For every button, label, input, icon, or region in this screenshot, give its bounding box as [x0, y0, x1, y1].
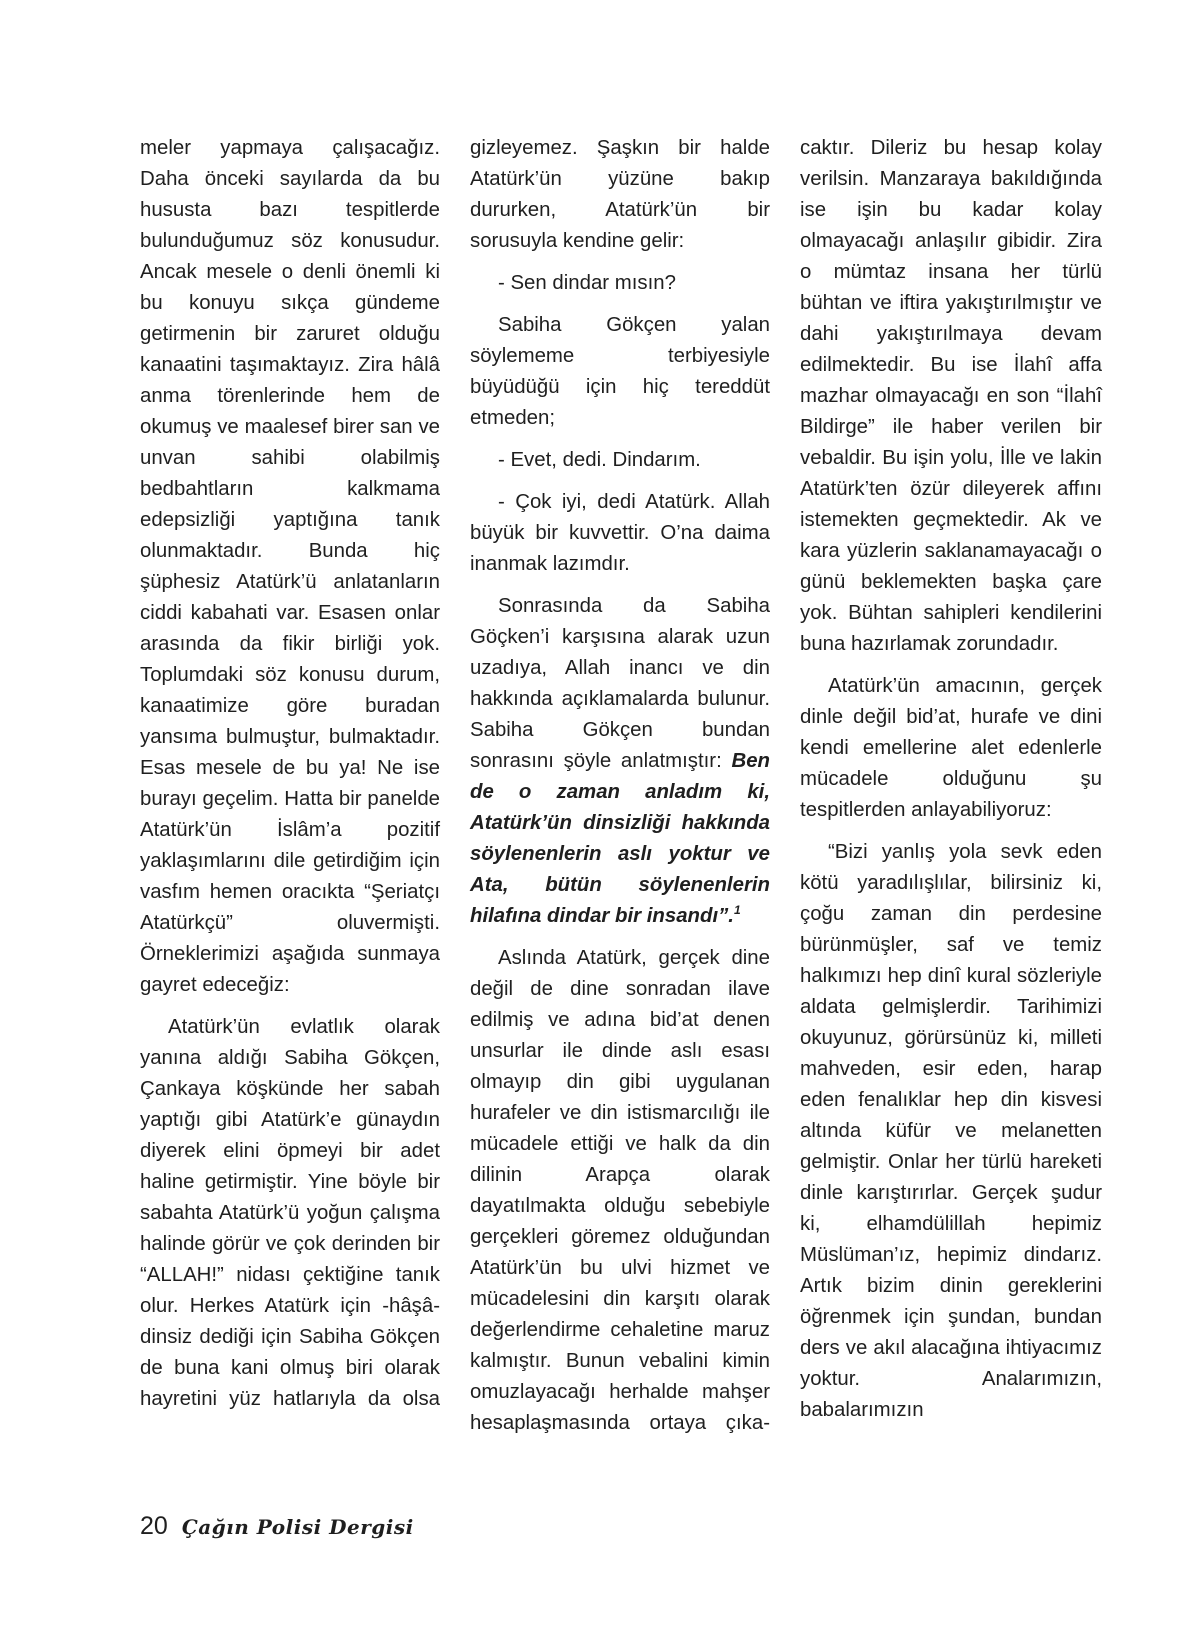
paragraph: gizleyemez. Şaşkın bir halde Atatürk’ün yüzüne bakıp dururken, Atatürk’ün bir sorusuyla kendine gelir: — [470, 137, 770, 252]
text-column-2 — [470, 133, 770, 1450]
magazine-title: Çağın Polisi Dergisi — [181, 1515, 414, 1539]
paragraph: “Bizi yanlış yola sevk eden kötü yaradılışlılar, bilirsiniz ki, çoğu zaman din perdesine bürünmüşler, saf ve temiz halkımızı hep dinî kural sözleriyle aldata gelmişlerdir. Tarihimizi okuyunuz, görürsünüz ki, milleti mahveden, esir eden, harap eden fenalıklar hep din kisvesi altında küfür ve melanetten gelmiştir. Onlar her türlü hareketi dinle karıştırırlar. Gerçek şudur ki, elhamdülillah hepimiz Müslüman’ız, hepimiz dindarız. Artık bizim dinin gereklerini öğrenmek için şundan, bundan ders ve akıl alacağına ihtiyacımız yoktur. Analarımızın, babalarımızın — [800, 841, 1102, 1421]
quote-emphasis: Ben de o zaman anladım ki, Atatürk’ün dinsizliği hakkında söylenenlerin aslı yoktur ve Ata, bütün söylenenlerin hilafına dindar bir insandı”. — [470, 750, 770, 927]
paragraph: caktır. Dileriz bu hesap kolay verilsin. Manzaraya bakıldığında ise işin bu kadar kolay olmayacağı anlaşılır gibidir. Zira o mümtaz insana her türlü bühtan ve iftira yakıştırılmıştır ve dahi yakıştırılmaya devam edilmektedir. Bu ise İlahî affa mazhar olmayacağı en son “İlahî Bildirge” ile haber verilen bir vebaldir. Bu işin yolu, İlle ve lakin Atatürk’ten özür dileyerek affını istemekten geçmektedir. Ak ve kara yüzlerin saklanamayacağı o günü beklemekten başka çare yok. Bühtan sahipleri kendilerini buna hazırlamak zorundadır. — [800, 137, 1102, 655]
page-footer — [140, 1512, 414, 1541]
text-column-3 — [800, 133, 1102, 1437]
dialogue-line: - Evet, dedi. Dindarım. — [498, 449, 701, 471]
paragraph: Aslında Atatürk, gerçek dine değil de dine sonradan ilave edilmiş ve adına bid’at denen unsurlar ile dinde aslı esası olmayıp din gibi uygulanan hurafeler ve din istismarcılığı ile mücadele ettiği ve halk da din dilinin Arapça olarak dayatılmakta olduğu sebebiyle gerçekleri göremez olduğundan Atatürk’ün bu ulvi hizmet ve mücadelesini din karşıtı olarak değerlendirme cehaletine maruz kalmıştır. Bunun vebalini kimin omuzlayacağı herhalde mahşer hesaplaşmasında ortaya çıka- — [470, 947, 770, 1434]
footnote-ref: 1 — [733, 903, 741, 918]
paragraph-text: Sonrasında da Sabiha Göçken’i karşısına alarak uzun uzadıya, Allah inancı ve din hakkında açıklamalarda bulunur. Sabiha Gökçen bundan sonrasını şöyle anlatmıştır: — [470, 595, 770, 772]
dialogue-line: - Sen dindar mısın? — [498, 272, 676, 294]
paragraph: Sabiha Gökçen yalan söylememe terbiyesiyle büyüdüğü için hiç tereddüt etmeden; — [470, 314, 770, 429]
text-column-1 — [140, 133, 440, 1426]
page-number: 20 — [140, 1512, 168, 1540]
dialogue-line: - Çok iyi, dedi Atatürk. Allah büyük bir kuvvettir. O’na daima inanmak lazımdır. — [470, 491, 770, 575]
paragraph: meler yapmaya çalışacağız. Daha önceki sayılarda da bu hususta bazı tespitlerde bulunduğumuz söz konusudur. Ancak mesele o denli önemli ki bu konuyu sıkça gündeme getirmenin bir zaruret olduğu kanaatini taşımaktayız. Zira hâlâ anma törenlerinde hem de okumuş ve maalesef birer san ve unvan sahibi olabilmiş bedbahtların kalkmama edepsizliği yaptığına tanık olunmaktadır. Bunda hiç şüphesiz Atatürk’ü anlatanların ciddi kabahati var. Esasen onlar arasında da fikir birliği yok. Toplumdaki söz konusu durum, kanaatimize göre buradan yansıma bulmuştur, bulmaktadır. Esas mesele de bu ya! Ne ise burayı geçelim. Hatta bir panelde Atatürk’ün İslâm’a pozitif yaklaşımlarını dile getirdiğim için vasfım hemen oracıkta “Şeriatçı Atatürkçü” oluvermişti. Örneklerimizi aşağıda sunmaya gayret edeceğiz: — [140, 137, 440, 996]
paragraph — [470, 591, 770, 932]
paragraph: Atatürk’ün amacının, gerçek dinle değil bid’at, hurafe ve dini kendi emellerine alet edenlerle mücadele olduğunu şu tespitlerden anlayabiliyoruz: — [800, 675, 1102, 821]
paragraph: Atatürk’ün evlatlık olarak yanına aldığı Sabiha Gökçen, Çankaya köşkünde her sabah yaptığı gibi Atatürk’e günaydın diyerek elini öpmeyi bir adet haline getirmiştir. Yine böyle bir sabahta Atatürk’ü yoğun çalışma halinde görür ve çok derinden bir “ALLAH!” nidası çektiğine tanık olur. Herkes Atatürk için -hâşâ- dinsiz dediği için Sabiha Gökçen de buna kani olmuş biri olarak hayretini yüz hatlarıyla da olsa — [140, 1016, 440, 1410]
